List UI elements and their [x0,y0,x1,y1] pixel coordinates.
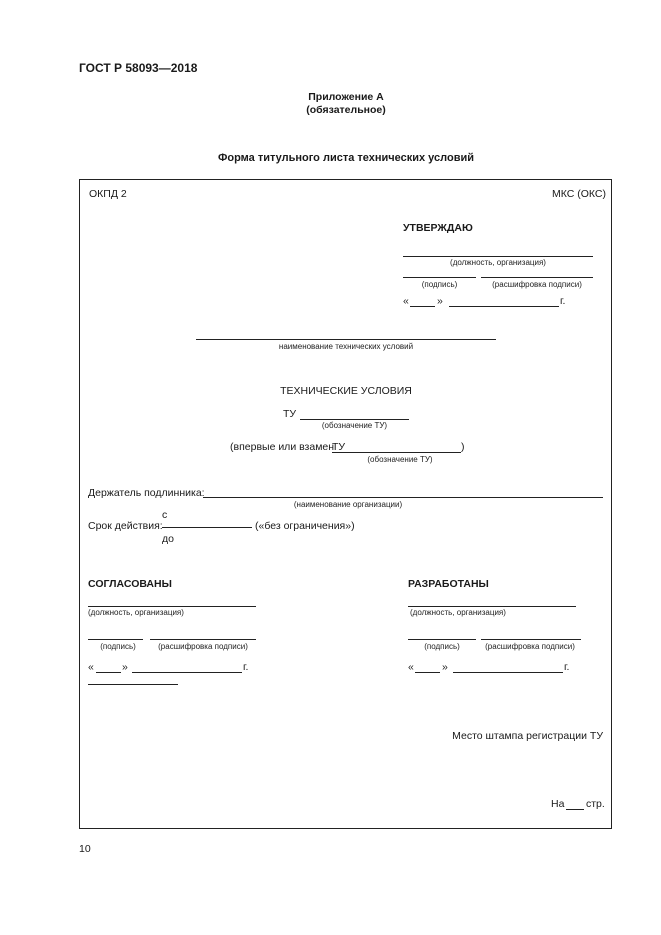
approve-decode-line [481,277,593,278]
agreed-date-close: » [122,661,128,673]
approve-date-close: » [437,295,443,307]
developed-date-open: « [408,661,414,673]
agreed-month-line [132,672,242,673]
agreed-decode-line [150,639,256,640]
validity-from: с [162,509,168,521]
approve-signature-line [403,277,476,278]
agreed-extra-line [88,684,178,685]
appendix-status: (обязательное) [306,104,386,116]
agreed-title: СОГЛАСОВАНЫ [88,578,172,590]
agreed-signature-caption: (подпись) [100,642,136,651]
approve-decode-caption: (расшифровка подписи) [492,280,582,289]
agreed-date-open: « [88,661,94,673]
validity-unlimited: («без ограничения») [255,520,355,532]
replace-designation-line [332,452,461,453]
developed-day-line [415,672,440,673]
agreed-signature-line [88,639,143,640]
form-title: Форма титульного листа технических условий [218,152,474,164]
approve-position-line [403,256,593,257]
developed-position-caption: (должность, организация) [410,608,506,617]
page-count-prefix: На [551,798,565,810]
replace-prefix: (впервые или взамен [230,441,335,453]
page-number: 10 [79,843,91,855]
spec-name-caption: наименование технических условий [278,342,414,351]
appendix-title: Приложение А [308,91,384,103]
okpd-label: ОКПД 2 [89,188,127,200]
holder-caption: (наименование организации) [293,500,403,509]
document-standard-code: ГОСТ Р 58093—2018 [79,61,198,75]
agreed-position-line [88,606,256,607]
page-count-suffix: стр. [586,798,605,810]
approve-year: г. [560,295,566,307]
agreed-decode-caption: (расшифровка подписи) [158,642,248,651]
spec-name-line [196,339,496,340]
agreed-day-line [96,672,121,673]
developed-month-line [453,672,563,673]
approve-title: УТВЕРЖДАЮ [403,222,473,234]
tech-conditions-title: ТЕХНИЧЕСКИЕ УСЛОВИЯ [280,385,412,397]
page-count-line [566,809,584,810]
holder-label: Держатель подлинника: [88,487,205,499]
developed-position-line [408,606,576,607]
approve-position-caption: (должность, организация) [450,258,546,267]
approve-date-open: « [403,295,409,307]
developed-year: г. [564,661,570,673]
approve-signature-caption: (подпись) [421,280,458,289]
replace-suffix: ) [461,441,465,453]
validity-to: до [162,533,174,545]
developed-title: РАЗРАБОТАНЫ [408,578,489,590]
approve-month-line [449,306,559,307]
approve-day-line [410,306,435,307]
agreed-position-caption: (должность, организация) [88,608,184,617]
mks-label: МКС (ОКС) [552,188,606,200]
developed-decode-caption: (расшифровка подписи) [485,642,575,651]
replace-designation-caption: (обозначение ТУ) [367,455,433,464]
developed-signature-caption: (подпись) [424,642,460,651]
tu-designation-line [300,419,409,420]
agreed-year: г. [243,661,249,673]
developed-signature-line [408,639,476,640]
validity-label: Срок действия: [88,520,163,532]
replace-tu: ТУ [332,441,346,453]
tu-prefix: ТУ [283,408,297,420]
registration-stamp-place: Место штампа регистрации ТУ [452,730,603,742]
developed-date-close: » [442,661,448,673]
tu-designation-caption: (обозначение ТУ) [321,421,388,430]
validity-line [162,527,252,528]
holder-line [203,497,603,498]
developed-decode-line [481,639,581,640]
